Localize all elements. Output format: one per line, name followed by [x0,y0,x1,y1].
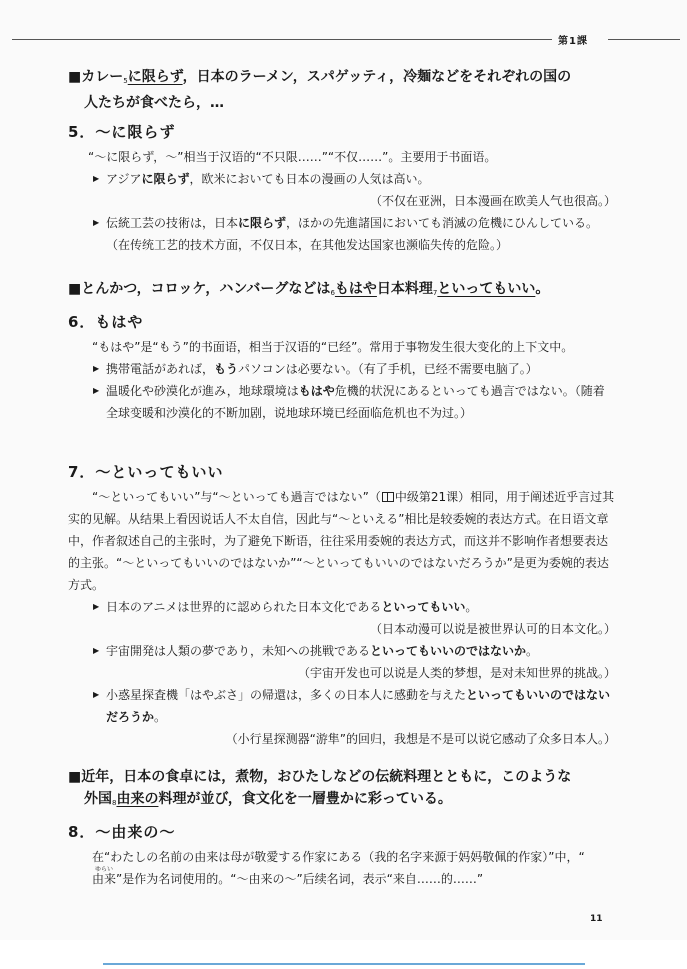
example-item: ▶ 日本のアニメは世界的に認められた日本文化であるといってもいい。 [68,596,616,618]
explanation: “もはや”是“もう”的书面语，相当于汉语的“已经”。常用于事物发生很大变化的上下文中。 [92,340,574,354]
bullet-icon: ▶ [93,174,100,183]
section-title: 8．～由来の～ [68,823,176,841]
explanation: “～に限らず，～”相当于汉语的“不只限……”“不仅……”。主要用于书面语。 [88,150,497,164]
page-number: 11 [590,914,603,924]
bullet-icon: ▶ [93,690,100,699]
example-item: ▶ 小惑星探査機「はやぶさ」の帰還は，多くの日本人に感動を与えたといってもいいのではないだろうか。 [68,684,616,728]
key-sentence-3 [68,766,616,814]
bullet-icon: ▶ [93,218,100,227]
header-rule [12,39,552,40]
bullet-icon: ▶ [93,646,100,655]
explanation: “～といってもいい”与“～といっても過言ではない”（ 中级第21课）相同，用于阐述近乎言过其实的见解。从结果上看因说话人不太自信，因此与“～といえる”相比是较委婉的表达方式。在日语文章中，作者叙述自己的主张时，为了避免下断语，往往采用委婉的表达方式，而这并不影响作者想要表达的主张。“～といってもいいのではないか”“～といってもいいのではないだろうか”是更为委婉的表达方式。 [68,490,615,592]
section-title: 6．もはや [68,313,144,331]
key-sentence-line: ■カレー$_5$に限らず，日本のラーメン，スパゲッティ，冷麺などをそれぞれの国の [68,69,572,85]
section-5 [68,122,616,256]
bullet-icon: ▶ [93,364,100,373]
book-icon [382,492,394,502]
section-7 [68,462,616,750]
translation: （日本动漫可以说是被世界认可的日本文化。） [369,622,616,636]
key-sentence-line: 人たちが食べたら，… [84,95,224,111]
key-sentence-line: ■とんかつ，コロッケ，ハンバーグなどは$_6$もはや日本料理$_7$といってもいい。 [68,281,550,297]
translation: （宇宙开发也可以说是人类的梦想，是对未知世界的挑战。） [297,666,616,680]
key-sentence-line: ■近年，日本の食卓には，煮物，おひたしなどの伝統料理とともに，このような [68,769,572,785]
section-6 [68,312,616,424]
key-sentence-1 [68,66,616,114]
footer-rule [103,963,585,965]
section-title: 5．～に限らず [68,123,176,141]
key-sentence-2 [68,278,616,304]
bullet-icon: ▶ [93,386,100,395]
example-item: ▶ 温暖化や砂漠化が進み，地球環境はもはや危機的状況にあるといっても過言ではない。（随着全球变暖和沙漠化的不断加剧，说地球环境已经面临危机也不为过。） [68,380,616,424]
section-title: 7．～といってもいい [68,463,224,481]
lesson-label: 第1課 [558,36,588,47]
explanation: 在“わたしの名前の由来は母が敬愛する作家にある（我的名字来源于妈妈敬佩的作家）”中，“ ゆらい 由来”是作为名词使用的。“～由来の～”后续名词，表示“来自……的……” [68,846,616,890]
bullet-icon: ▶ [93,602,100,611]
header-rule [608,39,680,40]
example-item: ▶ 伝統工芸の技術は，日本に限らず，ほかの先進諸国においても消滅の危機にひんしている。（在传统工艺的技术方面，不仅日本，在其他发达国家也濒临失传的危险。） [68,212,616,256]
example-item: ▶ 宇宙開発は人類の夢であり，未知への挑戦であるといってもいいのではないか。 [68,640,616,662]
section-8 [68,822,616,890]
key-sentence-line: 外国$_8$由来の料理が並び，食文化を一層豊かに彩っている。 [84,791,452,807]
example-item: ▶ アジアに限らず，欧米においても日本の漫画の人気は高い。 [68,168,616,190]
translation: （不仅在亚洲，日本漫画在欧美人气也很高。） [369,194,616,208]
translation: （小行星探测器“游隼”的回归，我想是不是可以说它感动了众多日本人。） [225,732,616,746]
ruby-word: ゆらい 由来 [92,866,117,886]
example-item: ▶ 携帯電話があれば，もうパソコンは必要ない。（有了手机，已经不需要电脑了。） [68,358,616,380]
